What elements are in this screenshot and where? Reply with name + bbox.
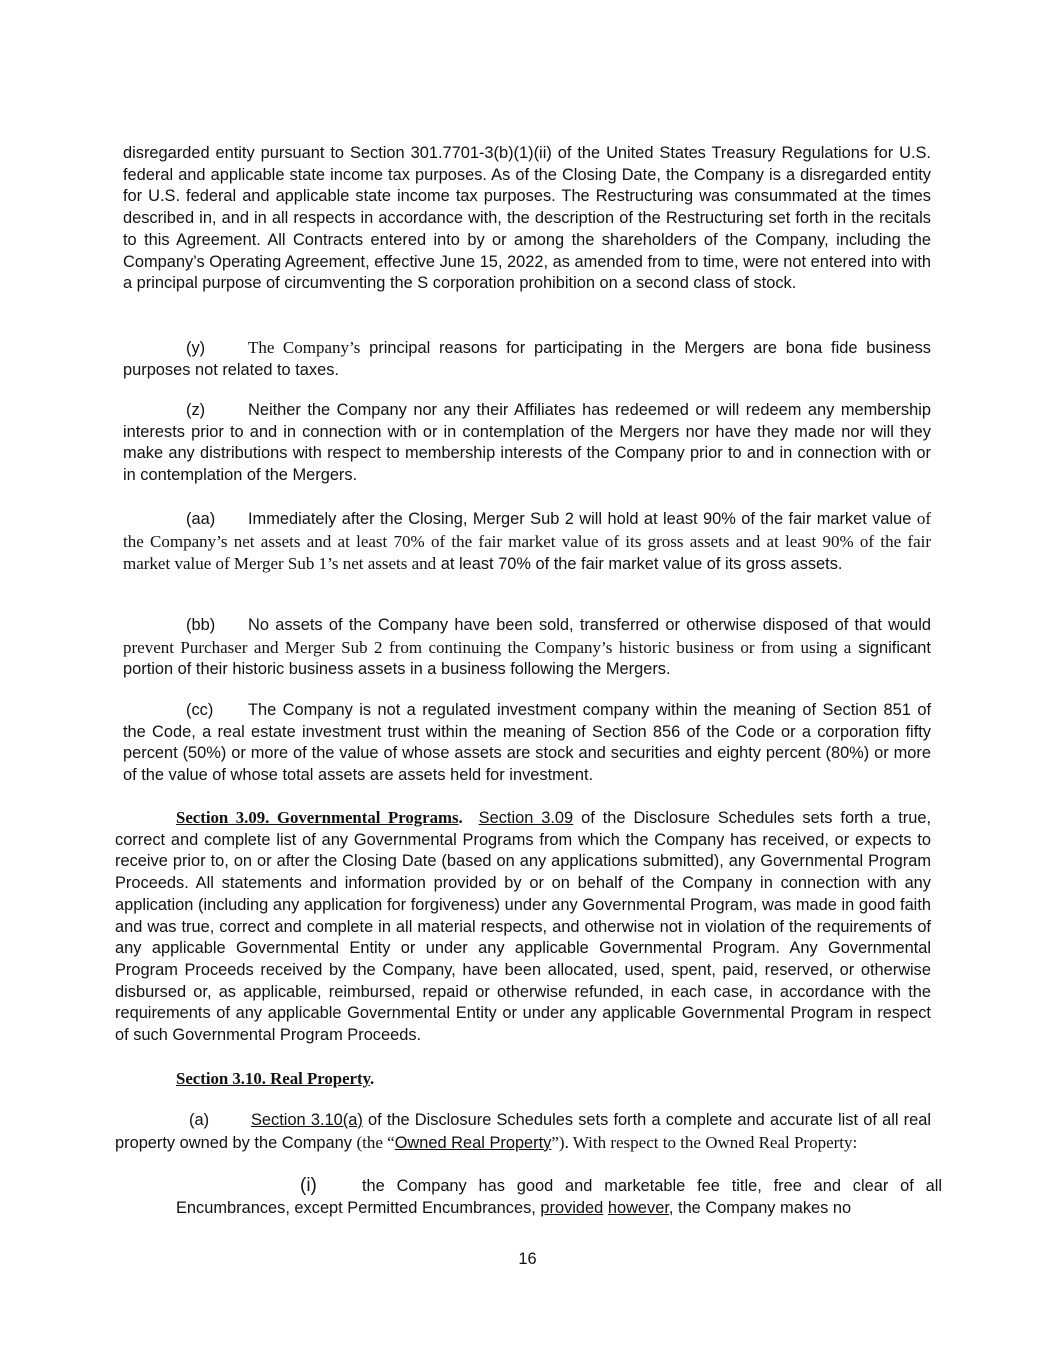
clause-bb: (bb) No assets of the Company have been sold, transferred or otherwise disposed of that would prevent Purchaser and Merger Sub 2 from continuing the Company’s historic business or from using a significant portion of their historic business assets in a business following the Mergers. — [123, 616, 931, 679]
page-number: 16 — [518, 1250, 537, 1268]
clause-label: (bb) — [186, 616, 216, 634]
clause-label: (aa) — [186, 510, 216, 528]
clause-aa: (aa) Immediately after the Closing, Merger Sub 2 will hold at least 90% of the fair market value of the Company’s net assets and at least 70% of the fair market value of its gross assets and at least 90% of the fair market value of Merger Sub 1’s net assets and at least 70% of the fair market value of its gross assets. — [123, 509, 931, 574]
section-heading: Section 3.10. Real Property — [176, 1069, 371, 1088]
clause-label: (z) — [186, 401, 206, 419]
clause-cc: (cc) The Company is not a regulated investment company within the meaning of Section 851 of the Code, a real estate investment trust within the meaning of Section 856 of the Code or a corporation fifty percent (50%) or more of the value of whose assets are stock and securities and eighty percent (80%) or more of the value of whose total assets are assets held for investment. — [123, 701, 931, 785]
section-3-10-heading: Section 3.10. Real Property. — [176, 1069, 375, 1088]
section-3-10-a: (a) Section 3.10(a) of the Disclosure Schedules sets forth a complete and accurate list of all real property owned by the Company (the “Owned Real Property”). With respect to the Owned Real Property: — [115, 1111, 931, 1152]
section-heading: Section 3.09. Governmental Programs — [176, 808, 459, 827]
paragraph-continuation: disregarded entity pursuant to Section 301.7701-3(b)(1)(ii) of the United States Treasury Regulations for U.S. federal and applicable state income tax purposes. As of the Closing Date, the Company is a disregarded entity for U.S. federal and applicable state income tax purposes. The Restructuring was consummated at the times described in, and in all respects in accordance with, the description of the Restructuring set forth in the recitals to this Agreement. All Contracts entered into by or among the shareholders of the Company, including the Company’s Operating Agreement, effective June 15, 2022, as amended from to time, were not entered into with a principal purpose of circumventing the S corporation prohibition on a second class of stock. — [123, 144, 931, 293]
clause-y: (y) The Company’s principal reasons for participating in the Mergers are bona fide business purposes not related to taxes. — [123, 338, 931, 379]
clause-label: (a) — [189, 1111, 210, 1129]
section-reference: Section 3.09 — [478, 809, 574, 827]
clause-label: (y) — [186, 339, 206, 357]
section-3-10-a-i: (i) the Company has good and marketable fee title, free and clear of all Encumbrances, except Permitted Encumbrances, provided however, the Company makes no — [176, 1175, 942, 1217]
clause-label: (cc) — [186, 701, 214, 719]
clause-label: (i) — [300, 1175, 317, 1196]
section-reference: Section 3.10(a) — [251, 1111, 363, 1129]
section-3-09: Section 3.09. Governmental Programs. Section 3.09 of the Disclosure Schedules sets forth a true, correct and complete list of any Governmental Programs from which the Company has received, or expects to receive prior to, on or after the Closing Date (based on any applications submitted), any Governmental Program Proceeds. All statements and information provided by or on behalf of the Company in connection with any application (including any application for forgiveness) under any Governmental Program, was made in good faith and was true, correct and complete in all material respects, and otherwise not in violation of the requirements of any applicable Governmental Entity or under any applicable Governmental Program. Any Governmental Program Proceeds received by the Company, have been allocated, used, spent, paid, reserved, or otherwise disbursed or, as applicable, reimbursed, repaid or otherwise refunded, in each case, in accordance with the requirements of any applicable Governmental Entity or under any applicable Governmental Program in respect of such Governmental Program Proceeds. — [115, 808, 932, 1045]
clause-z: (z) Neither the Company nor any their Affiliates has redeemed or will redeem any membership interests prior to and in connection with or in contemplation of the Mergers nor have they made nor will they make any distributions with respect to membership interests of the Company prior to and in connection with or in contemplation of the Mergers. — [123, 401, 931, 485]
defined-term: Owned Real Property — [394, 1133, 552, 1152]
